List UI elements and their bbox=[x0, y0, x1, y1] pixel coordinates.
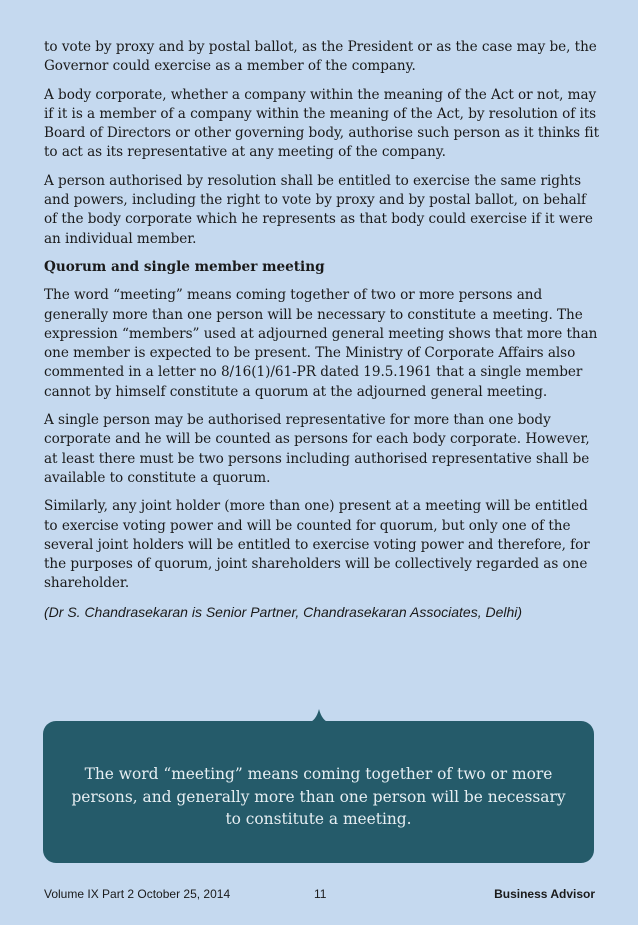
paragraph: to vote by proxy and by postal ballot, as the President or as the case may be, the Governor could exercise as a member of the company. bbox=[44, 39, 597, 75]
paragraph: A body corporate, whether a company within the meaning of the Act or not, may if it is a member of a company within the meaning of the Act, by resolution of its Board of Directors or other governing body, authorise such person as it thinks fit to act as its representative at any meeting of the company. bbox=[44, 86, 600, 161]
page-footer bbox=[44, 887, 595, 907]
paragraph: A single person may be authorised representative for more than one body corporate and he will be counted as persons for each body corporate. However, at least there must be two persons including authorised representative shall be available to constitute a quorum. bbox=[44, 412, 590, 486]
article-body bbox=[44, 38, 600, 622]
paragraph: A person authorised by resolution shall be entitled to exercise the same rights and powers, including the right to vote by proxy and by postal ballot, on behalf of the body corporate which he represents as that body could exercise if it were an individual member. bbox=[44, 172, 593, 247]
page-number: 11 bbox=[314, 887, 327, 901]
pull-quote-box bbox=[43, 721, 594, 863]
section-heading: Quorum and single member meeting bbox=[44, 258, 325, 275]
pull-quote-text: The word “meeting” means coming together of two or more persons, and generally more than one person will be necessary to constitute a meeting. bbox=[71, 765, 566, 828]
footer-issue: Volume IX Part 2 October 25, 2014 bbox=[44, 887, 231, 901]
paragraph: The word “meeting” means coming together of two or more persons and generally more than one person will be necessary to constitute a meeting. The expression “members” used at adjourned general meeting shows that more than one member is expected to be present. The Ministry of Corporate Affairs also commented in a letter no 8/16(1)/61-PR dated 19.5.1961 that a single member cannot by himself constitute a quorum at the adjourned general meeting. bbox=[44, 287, 598, 400]
footer-publication: Business Advisor bbox=[494, 887, 595, 901]
paragraph: Similarly, any joint holder (more than one) present at a meeting will be entitled to exercise voting power and will be counted for quorum, but only one of the several joint holders will be entitled to exercise voting power and therefore, for the purposes of quorum, joint shareholders will be collectively regarded as one shareholder. bbox=[44, 498, 590, 592]
author-byline: (Dr S. Chandrasekaran is Senior Partner, Chandrasekaran Associates, Delhi) bbox=[44, 603, 523, 620]
